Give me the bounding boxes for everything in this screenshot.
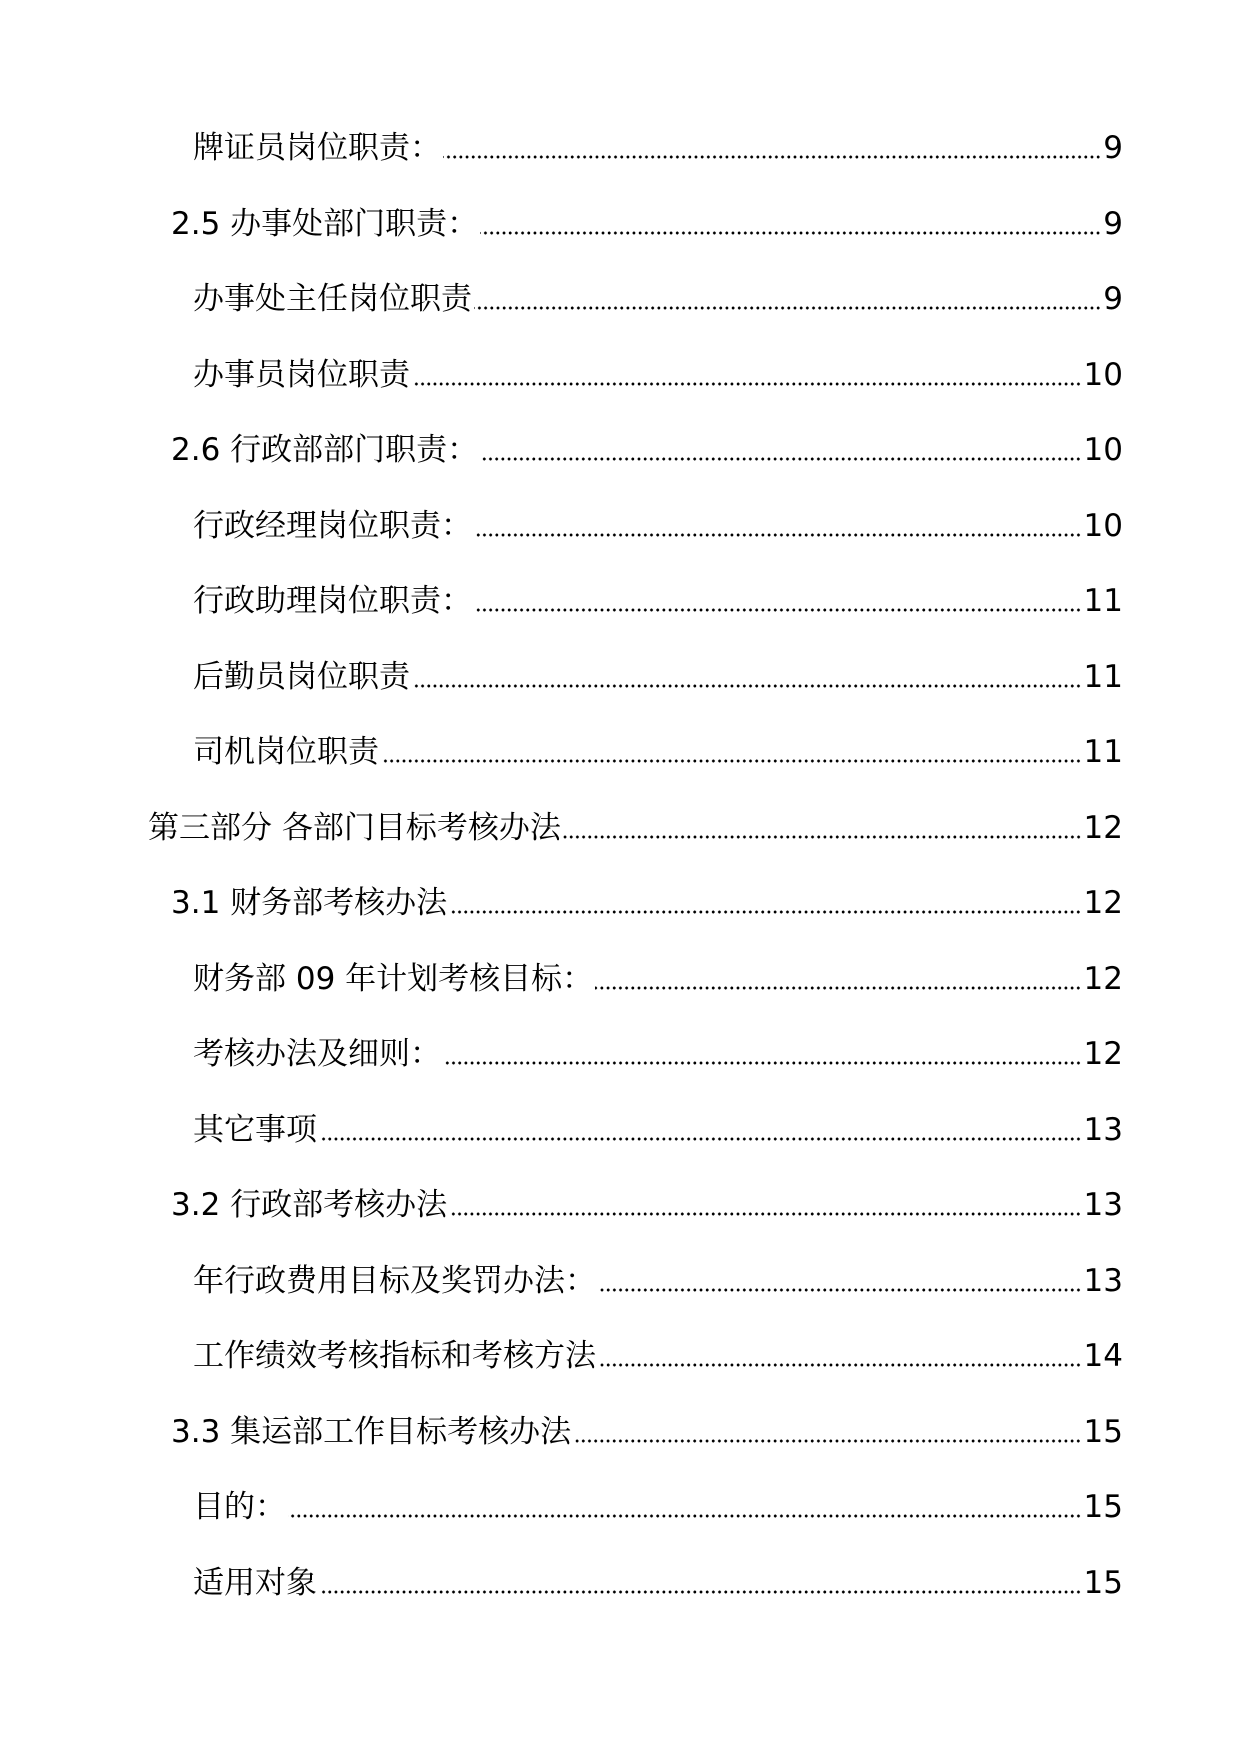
dot-leader bbox=[480, 231, 1101, 235]
toc-entry-title: 2.6 行政部部门职责： bbox=[171, 432, 479, 468]
dot-leader bbox=[443, 155, 1101, 159]
toc-entry-title: 第三部分 各部门目标考核办法 bbox=[148, 809, 561, 846]
toc-entry-title: 2.5 办事处部门职责： bbox=[171, 205, 479, 242]
dot-leader bbox=[319, 1137, 1082, 1141]
toc-entry-title: 目的： bbox=[193, 1489, 286, 1525]
toc-entry-title: 适用对象 bbox=[193, 1564, 317, 1601]
dot-leader bbox=[474, 533, 1082, 537]
toc-entry-title: 财务部 09 年计划考核目标： bbox=[193, 960, 594, 997]
dot-leader bbox=[563, 835, 1082, 839]
toc-entry[interactable] bbox=[0, 1334, 1241, 1410]
toc-entry-page: 10 bbox=[1083, 507, 1123, 544]
toc-entry-page: 12 bbox=[1083, 960, 1123, 997]
toc-entry[interactable] bbox=[0, 1485, 1241, 1561]
toc-entry-title: 行政经理岗位职责： bbox=[193, 507, 472, 544]
toc-entry[interactable] bbox=[0, 504, 1241, 580]
toc-entry[interactable] bbox=[0, 655, 1241, 731]
toc-entry-page: 12 bbox=[1083, 1036, 1123, 1072]
toc-entry-page: 9 bbox=[1103, 205, 1123, 242]
toc-entry-title: 考核办法及细则： bbox=[193, 1036, 441, 1072]
toc-entry-page: 13 bbox=[1083, 1187, 1123, 1223]
toc-entry-page: 10 bbox=[1083, 356, 1123, 393]
toc-entry-title: 年行政费用目标及奖罚办法： bbox=[193, 1262, 596, 1299]
toc-entry[interactable] bbox=[0, 1183, 1241, 1259]
dot-leader bbox=[598, 1288, 1082, 1292]
toc-entry-title: 3.2 行政部考核办法 bbox=[171, 1187, 448, 1223]
toc-entry[interactable] bbox=[0, 806, 1241, 882]
toc-entry-page: 12 bbox=[1083, 885, 1123, 921]
toc-entry-page: 11 bbox=[1083, 734, 1123, 770]
toc-entry-page: 11 bbox=[1083, 658, 1123, 695]
toc-entry-page: 9 bbox=[1103, 281, 1123, 317]
toc-entry-title: 3.3 集运部工作目标考核办法 bbox=[171, 1413, 572, 1450]
toc-entry[interactable] bbox=[0, 730, 1241, 806]
toc-entry[interactable] bbox=[0, 202, 1241, 278]
toc-entry[interactable] bbox=[0, 1108, 1241, 1184]
toc-entry-page: 15 bbox=[1083, 1489, 1123, 1525]
toc-entry[interactable] bbox=[0, 1259, 1241, 1335]
dot-leader bbox=[480, 457, 1081, 461]
toc-entry[interactable] bbox=[0, 881, 1241, 957]
toc-entry-page: 10 bbox=[1083, 432, 1123, 468]
toc-entry-title: 后勤员岗位职责 bbox=[193, 658, 410, 695]
dot-leader bbox=[288, 1514, 1082, 1518]
toc-entry-title: 工作绩效考核指标和考核方法 bbox=[193, 1338, 596, 1374]
dot-leader bbox=[412, 382, 1082, 386]
toc-entry-page: 15 bbox=[1083, 1564, 1123, 1601]
toc-entry[interactable] bbox=[0, 579, 1241, 655]
dot-leader bbox=[598, 1363, 1082, 1367]
dot-leader bbox=[474, 608, 1082, 612]
dot-leader bbox=[474, 306, 1101, 310]
dot-leader bbox=[319, 1590, 1082, 1594]
toc-entry[interactable] bbox=[0, 1032, 1241, 1108]
toc-entry-page: 14 bbox=[1083, 1338, 1123, 1374]
toc-entry[interactable] bbox=[0, 277, 1241, 353]
toc-entry[interactable] bbox=[0, 353, 1241, 429]
toc-entry-title: 3.1 财务部考核办法 bbox=[171, 885, 448, 921]
dot-leader bbox=[595, 986, 1081, 990]
toc-entry-page: 11 bbox=[1083, 583, 1123, 619]
toc-entry[interactable] bbox=[0, 428, 1241, 504]
toc-entry-title: 办事处主任岗位职责 bbox=[193, 281, 472, 317]
toc-entry-title: 其它事项 bbox=[193, 1111, 317, 1148]
toc-entry-title: 司机岗位职责 bbox=[193, 734, 379, 770]
dot-leader bbox=[449, 910, 1081, 914]
toc-entry[interactable] bbox=[0, 957, 1241, 1033]
dot-leader bbox=[443, 1061, 1082, 1065]
toc-entry[interactable] bbox=[0, 1561, 1241, 1637]
toc-entry-title: 行政助理岗位职责： bbox=[193, 583, 472, 619]
dot-leader bbox=[381, 759, 1082, 763]
toc-entry[interactable] bbox=[0, 1410, 1241, 1486]
toc-entry-page: 13 bbox=[1083, 1111, 1123, 1148]
toc-entry-title: 牌证员岗位职责： bbox=[193, 130, 441, 166]
toc-entry-page: 12 bbox=[1083, 809, 1123, 846]
toc-entry[interactable] bbox=[0, 126, 1241, 202]
toc-entry-page: 13 bbox=[1083, 1262, 1123, 1299]
dot-leader bbox=[449, 1212, 1081, 1216]
toc-entry-title: 办事员岗位职责 bbox=[193, 356, 410, 393]
table-of-contents bbox=[0, 126, 1241, 1636]
toc-entry-page: 15 bbox=[1083, 1413, 1123, 1450]
toc-entry-page: 9 bbox=[1103, 130, 1123, 166]
dot-leader bbox=[412, 684, 1082, 688]
dot-leader bbox=[573, 1439, 1081, 1443]
